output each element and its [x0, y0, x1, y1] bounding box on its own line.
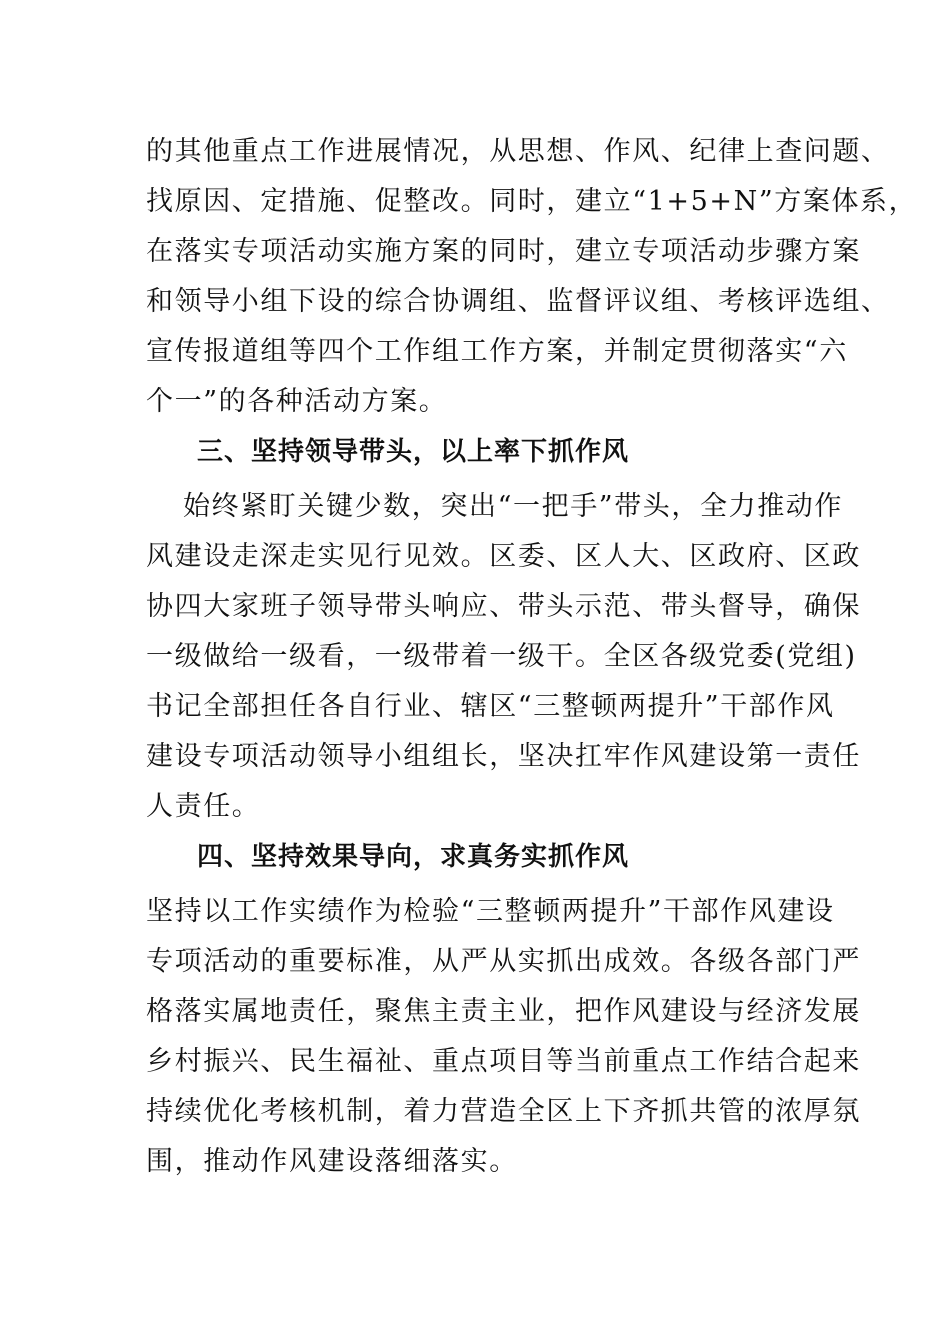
paragraph-line: 在落实专项活动实施方案的同时，建立专项活动步骤方案 [146, 236, 861, 267]
paragraph-line: 宣传报道组等四个工作组工作方案，并制定贯彻落实“六 [146, 336, 848, 367]
paragraph-line: 建设专项活动领导小组组长，坚决扛牢作风建设第一责任 [146, 741, 861, 772]
paragraph-line: 坚持以工作实绩作为检验“三整顿两提升”干部作风建设 [146, 896, 835, 927]
paragraph-line: 格落实属地责任，聚焦主责主业，把作风建设与经济发展 [146, 996, 861, 1027]
paragraph-line: 人责任。 [146, 791, 261, 822]
paragraph-line: 和领导小组下设的综合协调组、监督评议组、考核评选组、 [146, 286, 890, 317]
paragraph-line: 始终紧盯关键少数，突出“一把手”带头，全力推动作 [183, 491, 844, 522]
paragraph-line: 个一”的各种活动方案。 [146, 386, 448, 417]
paragraph-line: 专项活动的重要标准，从严从实抓出成效。各级各部门严 [146, 946, 861, 977]
paragraph-line: 协四大家班子领导带头响应、带头示范、带头督导，确保 [146, 591, 861, 622]
paragraph-line: 的其他重点工作进展情况，从思想、作风、纪律上查问题、 [146, 136, 890, 167]
paragraph-line: 风建设走深走实见行见效。区委、区人大、区政府、区政 [146, 541, 861, 572]
paragraph-line: 一级做给一级看，一级带着一级干。全区各级党委(党组) [146, 641, 857, 672]
paragraph-line: 围，推动作风建设落细落实。 [146, 1146, 518, 1177]
paragraph-line: 找原因、定措施、促整改。同时，建立“1+5+N”方案体系， [146, 186, 918, 217]
section-heading: 三、坚持领导带头，以上率下抓作风 [197, 437, 630, 467]
section-heading: 四、坚持效果导向，求真务实抓作风 [197, 842, 630, 872]
paragraph-line: 书记全部担任各自行业、辖区“三整顿两提升”干部作风 [146, 691, 835, 722]
paragraph-line: 乡村振兴、民生福祉、重点项目等当前重点工作结合起来 [146, 1046, 861, 1077]
paragraph-line: 持续优化考核机制，着力营造全区上下齐抓共管的浓厚氛 [146, 1096, 861, 1127]
